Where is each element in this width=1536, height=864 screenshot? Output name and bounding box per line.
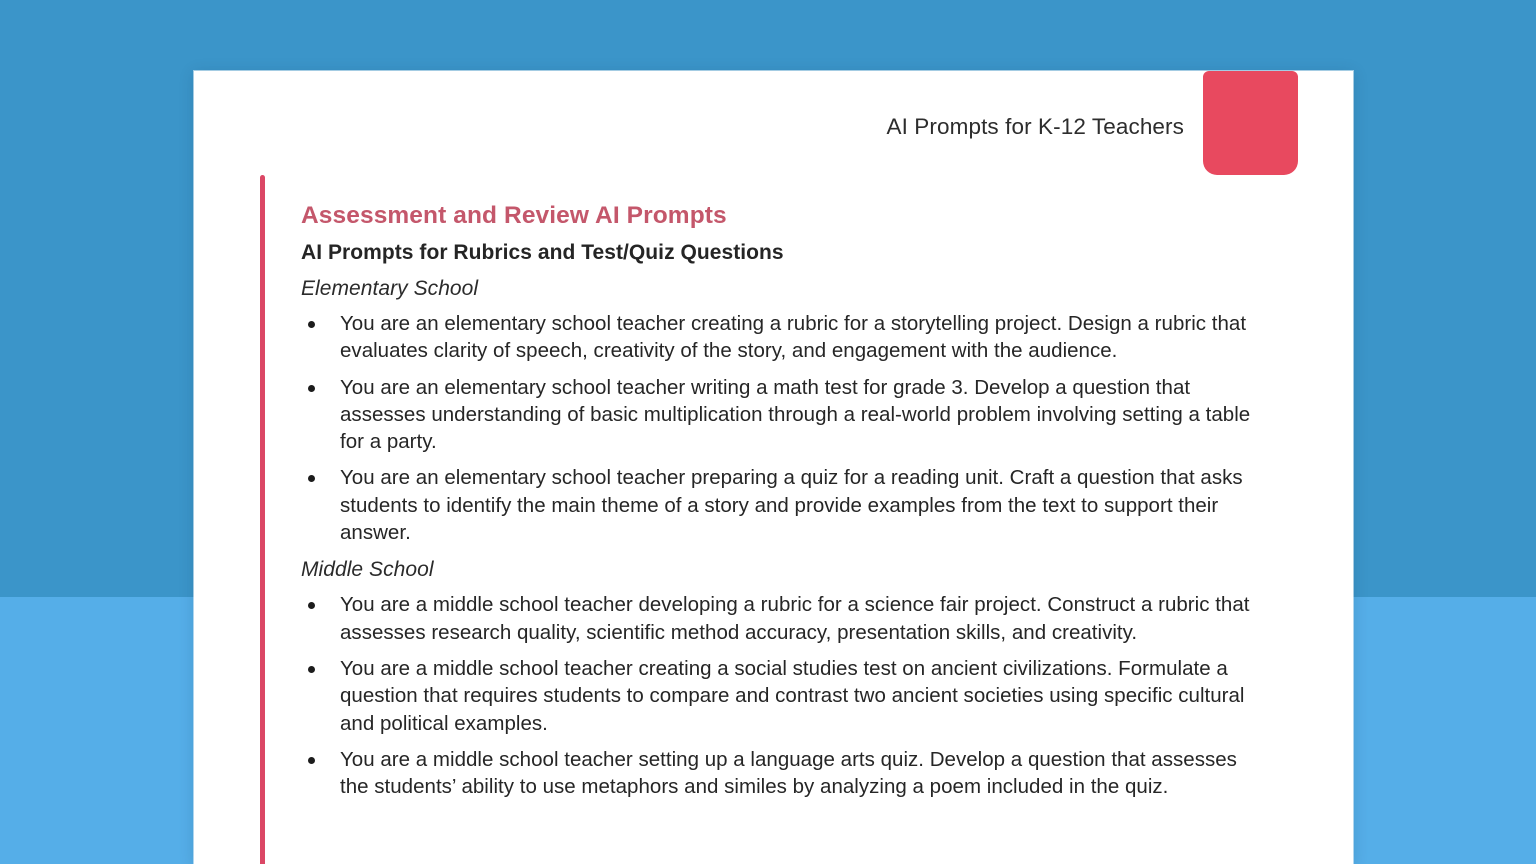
- running-header-title: AI Prompts for K-12 Teachers: [886, 114, 1184, 139]
- grade-level-label-middle: Middle School: [301, 558, 434, 582]
- left-accent-rule: [260, 175, 265, 864]
- list-item: You are a middle school teacher developing a rubric for a science fair project. Construct a rubric that assesses research quality, scientific method accuracy, presentation skills, and creativity.: [301, 591, 1269, 646]
- corner-tab-shape: [1203, 71, 1298, 175]
- list-item: You are a middle school teacher creating a social studies test on ancient civilizations. Formulate a question that requires students to compare and contrast two ancient societies using specific cultural and political examples.: [301, 655, 1269, 737]
- section-subtitle: AI Prompts for Rubrics and Test/Quiz Questions: [301, 241, 784, 264]
- section-title: Assessment and Review AI Prompts: [301, 202, 727, 229]
- list-item: You are an elementary school teacher writing a math test for grade 3. Develop a question that assesses understanding of basic multiplication through a real-world problem involving setting a table for a party.: [301, 374, 1269, 456]
- grade-level-label-elementary: Elementary School: [301, 277, 479, 300]
- document-page: [194, 71, 1353, 864]
- list-item: You are an elementary school teacher preparing a quiz for a reading unit. Craft a question that asks students to identify the main theme of a story and provide examples from the text to support their answer.: [301, 464, 1269, 546]
- prompt-list-elementary: [301, 310, 1269, 546]
- document-body: [301, 200, 1269, 809]
- list-item: You are an elementary school teacher creating a rubric for a storytelling project. Design a rubric that evaluates clarity of speech, creativity of the story, and engagement with the audience.: [301, 310, 1269, 365]
- list-item: You are a middle school teacher setting up a language arts quiz. Develop a question that assesses the students’ ability to use metaphors and similes by analyzing a poem included in the quiz.: [301, 746, 1269, 801]
- prompt-list-middle: [301, 591, 1269, 800]
